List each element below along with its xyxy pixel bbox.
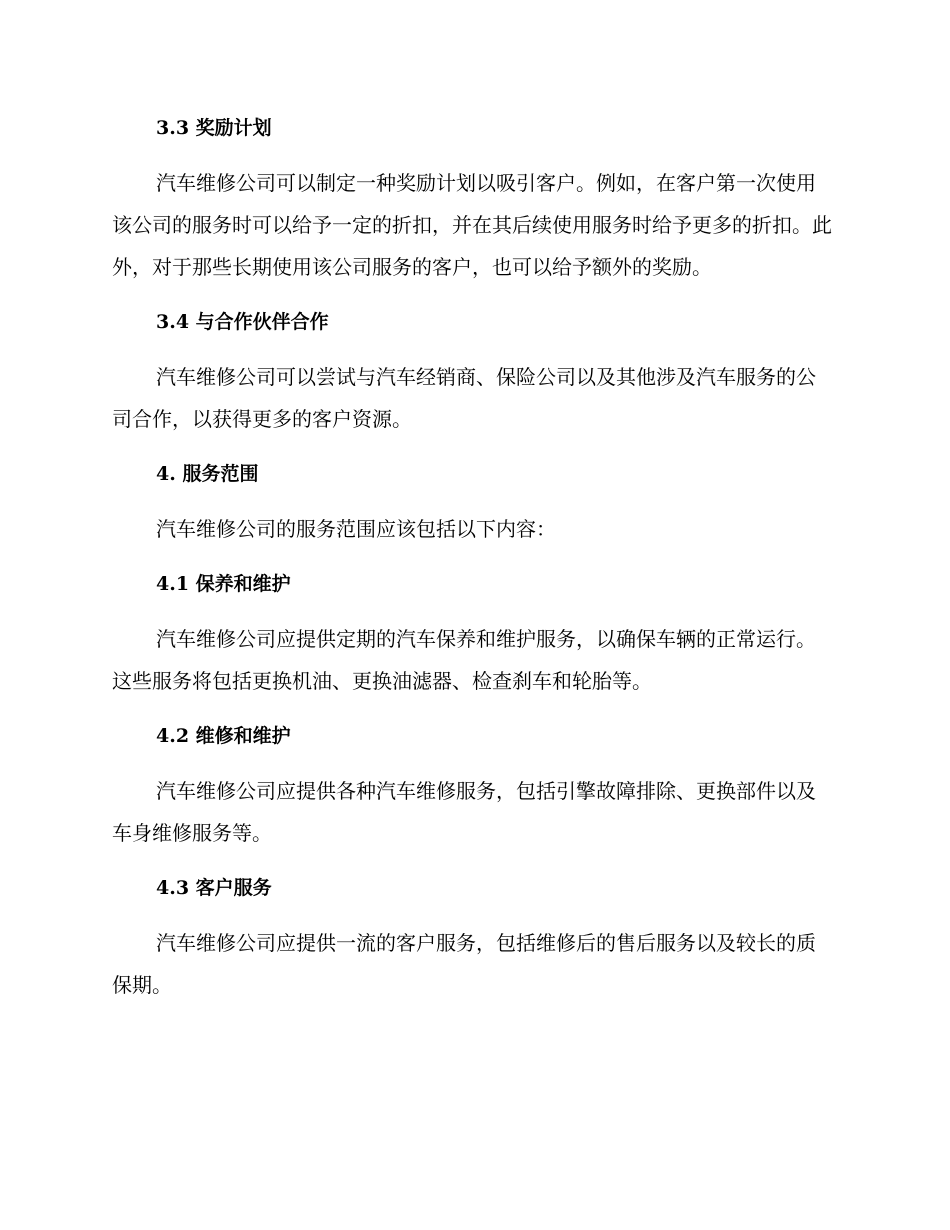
spacer <box>112 288 832 302</box>
section-heading-3-4: 3.4 与合作伙伴合作 <box>156 311 329 333</box>
spacer <box>112 756 832 770</box>
spacer <box>112 342 832 356</box>
section-heading-3-3: 3.3 奖励计划 <box>156 117 272 139</box>
section-paragraph-3-4: 汽车维修公司可以尝试与汽车经销商、保险公司以及其他涉及汽车服务的公司合作，以获得更多的客户资源。 <box>112 365 816 431</box>
section-heading-4-1: 4.1 保养和维护 <box>156 573 291 595</box>
section-heading-4-3: 4.3 客户服务 <box>156 877 272 899</box>
spacer <box>112 494 832 508</box>
spacer <box>112 440 832 454</box>
spacer <box>112 908 832 922</box>
section-paragraph-4-2: 汽车维修公司应提供各种汽车维修服务，包括引擎故障排除、更换部件以及车身维修服务等。 <box>112 779 816 845</box>
section-heading-4-2: 4.2 维修和维护 <box>156 725 291 747</box>
section-paragraph-4: 汽车维修公司的服务范围应该包括以下内容： <box>156 517 556 541</box>
spacer <box>112 550 832 564</box>
section-paragraph-4-3: 汽车维修公司应提供一流的客户服务，包括维修后的售后服务以及较长的质保期。 <box>112 931 816 997</box>
spacer <box>112 604 832 618</box>
section-heading-4: 4. 服务范围 <box>156 463 259 485</box>
spacer <box>112 854 832 868</box>
spacer <box>112 148 832 162</box>
document-page <box>112 108 832 1006</box>
spacer <box>112 702 832 716</box>
section-paragraph-4-1: 汽车维修公司应提供定期的汽车保养和维护服务，以确保车辆的正常运行。这些服务将包括更换机油、更换油滤器、检查刹车和轮胎等。 <box>112 627 816 693</box>
section-paragraph-3-3: 汽车维修公司可以制定一种奖励计划以吸引客户。例如，在客户第一次使用该公司的服务时可以给予一定的折扣，并在其后续使用服务时给予更多的折扣。此外，对于那些长期使用该公司服务的客户，也可以给予额外的奖励。 <box>112 171 832 279</box>
